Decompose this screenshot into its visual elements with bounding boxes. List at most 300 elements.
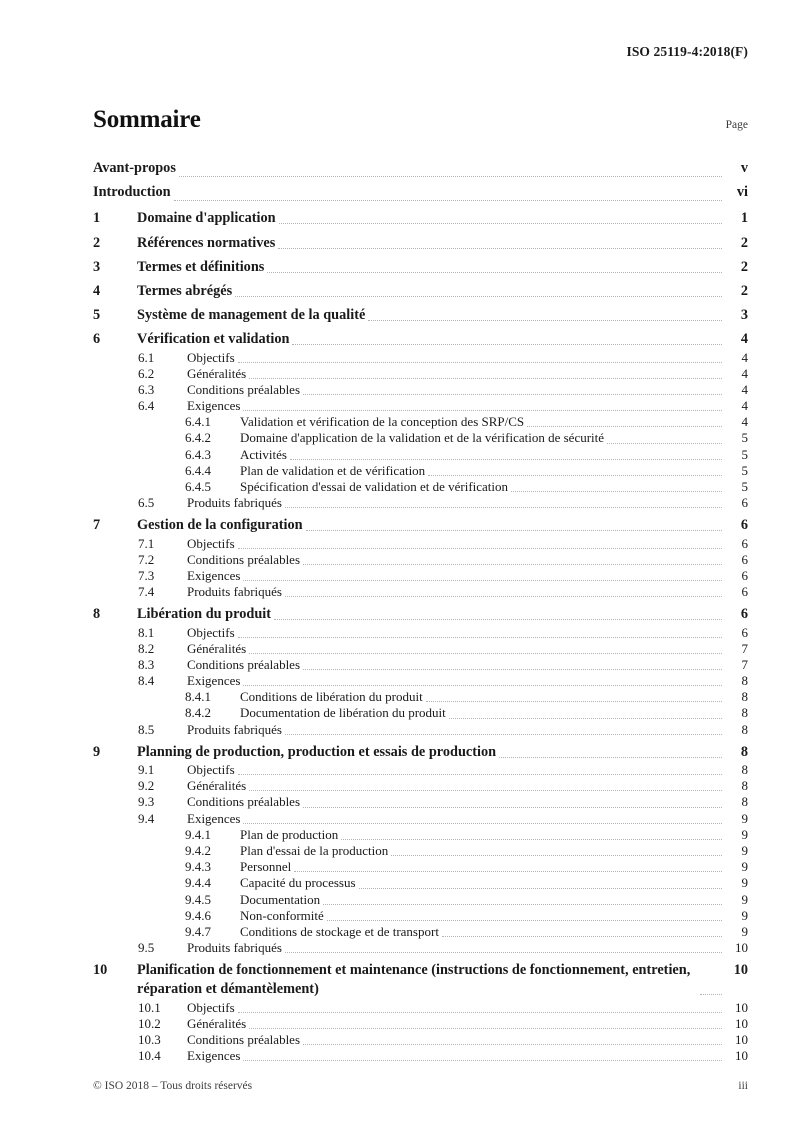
toc-entry-label-wrap bbox=[187, 641, 724, 657]
toc-entry[interactable] bbox=[93, 511, 748, 535]
toc-entry-label[interactable]: Spécification d'essai de validation et de vérification bbox=[240, 479, 509, 494]
toc-entry-label[interactable]: Validation et vérification de la conception des SRP/CS bbox=[240, 414, 525, 430]
dot-leader bbox=[303, 668, 722, 670]
toc-entry-page-number[interactable]: 10 bbox=[735, 1015, 748, 1031]
toc-entry-page-number[interactable]: 9 bbox=[741, 907, 748, 923]
toc-entry-label-wrap bbox=[240, 892, 724, 908]
toc-entry-number: 8.4.2 bbox=[185, 705, 211, 721]
dot-leader bbox=[306, 529, 722, 531]
toc-entry-page-number[interactable]: 9 bbox=[741, 826, 748, 842]
dot-leader bbox=[238, 636, 722, 638]
toc-entry-label-wrap bbox=[240, 463, 724, 479]
toc-entry[interactable] bbox=[93, 156, 748, 180]
dot-leader bbox=[238, 547, 722, 549]
toc-entry-label-wrap bbox=[93, 180, 724, 204]
toc-entry-number: 7.2 bbox=[138, 551, 155, 567]
toc-entry-number: 7 bbox=[93, 517, 101, 534]
dot-leader bbox=[243, 579, 722, 581]
toc-entry-page-number[interactable]: 9 bbox=[741, 859, 748, 875]
toc-entry-number: 8 bbox=[93, 606, 101, 623]
toc-entry-label-wrap bbox=[187, 382, 724, 398]
toc-entry-label[interactable]: Termes abrégés bbox=[137, 282, 233, 299]
toc-entry-label-wrap bbox=[240, 875, 724, 891]
toc-entry-number: 8.4 bbox=[138, 673, 155, 689]
toc-entry-label[interactable]: Exigences bbox=[187, 1048, 241, 1064]
toc-entry[interactable] bbox=[93, 657, 748, 673]
document-reference-header: ISO 25119-4:2018(F) bbox=[626, 44, 748, 59]
toc-entry-page-number[interactable]: 10 bbox=[735, 999, 748, 1015]
toc-entry-page-number[interactable]: 5 bbox=[741, 446, 748, 462]
dot-leader bbox=[290, 458, 722, 460]
toc-entry-label[interactable]: Généralités bbox=[187, 778, 247, 794]
toc-entry-label-wrap bbox=[187, 673, 724, 689]
toc-entry-page-number[interactable]: 9 bbox=[741, 875, 748, 891]
toc-entry-page-number[interactable]: 2 bbox=[740, 234, 748, 251]
dot-leader bbox=[249, 1027, 722, 1029]
toc-entry[interactable] bbox=[93, 794, 748, 810]
toc-entry-page-number[interactable]: 8 bbox=[741, 721, 748, 737]
toc-entry-page-number[interactable]: 5 bbox=[741, 479, 748, 494]
toc-entry-label[interactable]: Domaine d'application de la validation et de la vérification de sécurité bbox=[240, 430, 605, 446]
toc-entry[interactable] bbox=[93, 738, 748, 762]
toc-entry-label-wrap bbox=[137, 282, 724, 300]
toc-entry-label-wrap bbox=[187, 398, 724, 414]
toc-entry-page-number[interactable]: 10 bbox=[735, 1032, 748, 1047]
dot-leader bbox=[303, 806, 722, 808]
toc-entry-label[interactable]: Généralités bbox=[187, 1015, 247, 1031]
toc-entry[interactable] bbox=[93, 689, 748, 705]
toc-entry-label[interactable]: Généralités bbox=[187, 365, 247, 381]
dot-leader bbox=[238, 361, 722, 363]
page-folio: iii bbox=[738, 1080, 748, 1092]
toc-entry-page-number[interactable]: 4 bbox=[741, 365, 748, 381]
dot-leader bbox=[285, 506, 722, 508]
toc-entry-label[interactable]: Conditions de libération du produit bbox=[240, 689, 423, 705]
toc-entry-label[interactable]: Capacité du processus bbox=[240, 875, 356, 891]
dot-leader bbox=[499, 756, 722, 758]
toc-entry[interactable] bbox=[93, 366, 748, 382]
toc-entry-label-wrap bbox=[137, 516, 724, 534]
toc-entry-page-number[interactable]: 3 bbox=[740, 307, 748, 324]
toc-entry[interactable] bbox=[93, 536, 748, 552]
page-title: Sommaire bbox=[93, 106, 201, 133]
dot-leader bbox=[368, 319, 722, 321]
dot-leader bbox=[303, 563, 722, 565]
toc-entry[interactable] bbox=[93, 495, 748, 511]
toc-entry-page-number[interactable]: 4 bbox=[740, 331, 748, 348]
toc-entry[interactable] bbox=[93, 1000, 748, 1016]
toc-entry-label[interactable]: Introduction bbox=[93, 184, 171, 201]
toc-entry[interactable] bbox=[93, 447, 748, 463]
toc-entry-page-number[interactable]: 6 bbox=[741, 551, 748, 567]
toc-entry-number: 9.4.4 bbox=[185, 875, 211, 891]
dot-leader bbox=[174, 199, 722, 201]
toc-entry-page-number[interactable]: 4 bbox=[741, 398, 748, 414]
dot-leader bbox=[235, 295, 722, 297]
toc-entry[interactable] bbox=[93, 843, 748, 859]
dot-leader bbox=[511, 490, 722, 492]
page-column-header: Page bbox=[725, 118, 748, 131]
toc-entry-page-number[interactable]: 8 bbox=[741, 794, 748, 810]
dot-leader bbox=[267, 271, 722, 273]
toc-entry-label-wrap bbox=[187, 811, 724, 827]
toc-entry-number: 7.1 bbox=[138, 535, 155, 551]
toc-entry[interactable] bbox=[93, 180, 748, 204]
toc-entry-label-wrap bbox=[137, 743, 724, 761]
toc-entry-page-number[interactable]: 8 bbox=[741, 762, 748, 777]
toc-entry-page-number[interactable]: 4 bbox=[741, 349, 748, 365]
toc-entry-label-wrap bbox=[240, 827, 724, 843]
toc-entry[interactable] bbox=[93, 705, 748, 721]
dot-leader bbox=[359, 887, 722, 889]
toc-entry-label[interactable]: Plan d'essai de la production bbox=[240, 842, 389, 858]
toc-entry-label-wrap bbox=[240, 924, 724, 940]
toc-entry-number: 6.4.1 bbox=[185, 414, 211, 430]
toc-entry-label[interactable]: Planification de fonctionnement et maintenance (instructions de fonctionnement, entretien, réparation et démantèlement) bbox=[137, 962, 691, 997]
toc-entry-page-number[interactable]: 9 bbox=[741, 923, 748, 939]
toc-entry-label-wrap bbox=[137, 330, 724, 348]
toc-entry-number: 9.3 bbox=[138, 794, 155, 810]
toc-entry[interactable] bbox=[93, 1032, 748, 1048]
toc-entry-label[interactable]: Conditions préalables bbox=[187, 551, 301, 567]
toc-entry-label[interactable]: Conditions préalables bbox=[187, 794, 301, 810]
toc-entry-label-wrap bbox=[187, 536, 724, 552]
toc-entry-label-wrap bbox=[187, 568, 724, 584]
toc-entry-number: 8.3 bbox=[138, 656, 155, 672]
toc-entry-label[interactable]: Objectifs bbox=[187, 762, 235, 777]
toc-entry-label[interactable]: Généralités bbox=[187, 640, 247, 656]
toc-entry-label-wrap bbox=[240, 843, 724, 859]
toc-entry-number: 9 bbox=[93, 743, 101, 760]
dot-leader bbox=[243, 409, 722, 411]
dot-leader bbox=[303, 1043, 722, 1045]
toc-entry[interactable] bbox=[93, 827, 748, 843]
toc-entry[interactable] bbox=[93, 414, 748, 430]
dot-leader bbox=[179, 175, 722, 177]
toc-entry-label-wrap bbox=[187, 366, 724, 382]
dot-leader bbox=[426, 700, 722, 702]
toc-entry-label-wrap bbox=[240, 430, 724, 446]
toc-entry-number: 6.4.5 bbox=[185, 479, 211, 494]
toc-entry-label[interactable]: Non-conformité bbox=[240, 907, 324, 923]
toc-entry[interactable] bbox=[93, 463, 748, 479]
toc-entry-label-wrap bbox=[187, 778, 724, 794]
toc-entry-label[interactable]: Objectifs bbox=[187, 624, 235, 640]
dot-leader bbox=[391, 854, 722, 856]
toc-entry-number: 4 bbox=[93, 282, 101, 299]
toc-entry-label-wrap bbox=[187, 722, 724, 738]
dot-leader bbox=[249, 789, 722, 791]
toc-title-row bbox=[93, 106, 748, 134]
dot-leader bbox=[327, 919, 722, 921]
table-of-contents bbox=[93, 156, 748, 1064]
toc-entry[interactable] bbox=[93, 430, 748, 446]
toc-entry[interactable] bbox=[93, 584, 748, 600]
toc-entry-label-wrap bbox=[187, 1000, 724, 1016]
toc-entry-label[interactable]: Avant-propos bbox=[93, 160, 176, 176]
toc-entry[interactable] bbox=[93, 778, 748, 794]
toc-entry[interactable] bbox=[93, 940, 748, 956]
toc-entry-label[interactable]: Produits fabriqués bbox=[187, 721, 282, 737]
toc-entry-label-wrap bbox=[240, 414, 724, 430]
toc-entry-number: 7.3 bbox=[138, 567, 155, 583]
dot-leader bbox=[249, 377, 722, 379]
toc-entry-label[interactable]: Produits fabriqués bbox=[187, 495, 282, 511]
toc-entry-label[interactable]: Objectifs bbox=[187, 535, 235, 551]
toc-entry-label-wrap bbox=[137, 961, 724, 998]
toc-entry[interactable] bbox=[93, 673, 748, 689]
toc-entry[interactable] bbox=[93, 253, 748, 277]
dot-leader bbox=[428, 474, 722, 476]
toc-entry-page-number[interactable]: 2 bbox=[740, 282, 748, 299]
dot-leader bbox=[285, 951, 722, 953]
toc-entry-label[interactable]: Système de management de la qualité bbox=[137, 307, 366, 324]
toc-entry-number: 7.4 bbox=[138, 584, 155, 600]
toc-entry-label[interactable]: Activités bbox=[240, 446, 287, 462]
toc-entry-page-number[interactable]: 7 bbox=[741, 656, 748, 672]
toc-entry[interactable] bbox=[93, 924, 748, 940]
toc-entry-page-number[interactable]: 6 bbox=[741, 584, 748, 600]
toc-entry-page-number[interactable]: 7 bbox=[741, 640, 748, 656]
toc-entry[interactable] bbox=[93, 625, 748, 641]
toc-entry-number: 8.5 bbox=[138, 721, 155, 737]
toc-entry-label-wrap bbox=[240, 689, 724, 705]
toc-entry-page-number[interactable]: 6 bbox=[741, 535, 748, 551]
toc-entry-label-wrap bbox=[187, 940, 724, 956]
toc-entry-label-wrap bbox=[187, 495, 724, 511]
toc-entry-label[interactable]: Exigences bbox=[187, 567, 241, 583]
toc-entry[interactable] bbox=[93, 1016, 748, 1032]
toc-entry-page-number[interactable]: 9 bbox=[741, 891, 748, 907]
toc-entry-label-wrap bbox=[240, 479, 724, 495]
dot-leader bbox=[527, 425, 722, 427]
toc-entry[interactable] bbox=[93, 479, 748, 495]
toc-entry-label-wrap bbox=[137, 258, 724, 276]
toc-entry-page-number[interactable]: 8 bbox=[741, 673, 748, 689]
toc-entry-label-wrap bbox=[137, 605, 724, 623]
toc-entry[interactable] bbox=[93, 892, 748, 908]
dot-leader bbox=[243, 822, 722, 824]
toc-entry-page-number[interactable]: 5 bbox=[741, 462, 748, 478]
dot-leader bbox=[323, 903, 722, 905]
toc-entry-number: 9.4 bbox=[138, 810, 155, 826]
toc-entry[interactable] bbox=[93, 641, 748, 657]
dot-leader bbox=[238, 1011, 722, 1013]
dot-leader bbox=[607, 442, 722, 444]
page-footer bbox=[93, 1080, 748, 1092]
toc-entry-page-number[interactable]: 2 bbox=[740, 258, 748, 275]
dot-leader bbox=[292, 343, 722, 345]
toc-entry-number: 3 bbox=[93, 258, 101, 275]
toc-entry-label[interactable]: Plan de validation et de vérification bbox=[240, 462, 426, 478]
toc-entry-label-wrap bbox=[187, 762, 724, 778]
dot-leader bbox=[294, 870, 722, 872]
toc-entry[interactable] bbox=[93, 908, 748, 924]
dot-leader bbox=[249, 652, 722, 654]
toc-entry-label[interactable]: Produits fabriqués bbox=[187, 940, 282, 956]
toc-entry-label[interactable]: Domaine d'application bbox=[137, 210, 276, 227]
toc-entry-number: 6.4.4 bbox=[185, 462, 211, 478]
toc-entry-number: 9.2 bbox=[138, 778, 155, 794]
toc-entry[interactable] bbox=[93, 875, 748, 891]
toc-entry[interactable] bbox=[93, 398, 748, 414]
toc-entry-page-number[interactable]: 8 bbox=[741, 705, 748, 721]
toc-entry[interactable] bbox=[93, 1048, 748, 1064]
toc-entry-number: 9.5 bbox=[138, 940, 155, 956]
dot-leader bbox=[274, 618, 722, 620]
toc-entry-label[interactable]: Objectifs bbox=[187, 999, 235, 1015]
toc-entry-number: 2 bbox=[93, 234, 101, 251]
dot-leader bbox=[238, 773, 722, 775]
toc-entry-number: 6.1 bbox=[138, 349, 155, 365]
toc-entry-page-number[interactable]: 6 bbox=[741, 624, 748, 640]
toc-entry-label[interactable]: Personnel bbox=[240, 859, 292, 875]
toc-entry-label[interactable]: Objectifs bbox=[187, 349, 235, 365]
toc-entry-label-wrap bbox=[137, 306, 724, 324]
dot-leader bbox=[285, 733, 722, 735]
toc-entry-page-number[interactable]: 8 bbox=[740, 743, 748, 760]
toc-entry-label-wrap bbox=[187, 552, 724, 568]
dot-leader bbox=[700, 993, 722, 995]
toc-entry[interactable] bbox=[93, 301, 748, 325]
toc-entry-number: 6 bbox=[93, 331, 101, 348]
toc-entry-number: 9.4.7 bbox=[185, 923, 211, 939]
toc-entry-label-wrap bbox=[93, 156, 724, 180]
toc-entry-label[interactable]: Références normatives bbox=[137, 234, 276, 251]
toc-entry-page-number[interactable]: 1 bbox=[740, 210, 748, 227]
toc-entry-label[interactable]: Exigences bbox=[187, 673, 241, 689]
toc-entry-number: 10.3 bbox=[138, 1032, 161, 1047]
toc-entry-page-number[interactable]: 6 bbox=[741, 567, 748, 583]
toc-entry-number: 10.4 bbox=[138, 1048, 161, 1064]
toc-entry[interactable] bbox=[93, 568, 748, 584]
toc-entry-label[interactable]: Exigences bbox=[187, 398, 241, 414]
toc-entry[interactable] bbox=[93, 204, 748, 228]
toc-entry-label[interactable]: Exigences bbox=[187, 810, 241, 826]
toc-entry-label[interactable]: Planning de production, production et essais de production bbox=[137, 743, 497, 760]
toc-entry[interactable] bbox=[93, 956, 748, 999]
dot-leader bbox=[285, 595, 722, 597]
toc-entry-page-number[interactable]: vi bbox=[736, 184, 748, 201]
toc-entry[interactable] bbox=[93, 859, 748, 875]
toc-entry-label[interactable]: Plan de production bbox=[240, 826, 339, 842]
toc-entry-page-number[interactable]: 10 bbox=[733, 962, 748, 979]
copyright-notice: © ISO 2018 – Tous droits réservés bbox=[93, 1080, 253, 1092]
toc-entry-label-wrap bbox=[240, 859, 724, 875]
dot-leader bbox=[243, 684, 722, 686]
toc-entry[interactable] bbox=[93, 600, 748, 624]
toc-entry-number: 6.3 bbox=[138, 381, 155, 397]
toc-entry-label-wrap bbox=[187, 794, 724, 810]
toc-entry-number: 6.4.2 bbox=[185, 430, 211, 446]
toc-entry-label-wrap bbox=[187, 1016, 724, 1032]
toc-entry-label[interactable]: Documentation bbox=[240, 891, 321, 907]
dot-leader bbox=[243, 1059, 722, 1061]
toc-entry-label-wrap bbox=[240, 908, 724, 924]
toc-entry-page-number[interactable]: 9 bbox=[741, 810, 748, 826]
dot-leader bbox=[278, 247, 722, 249]
toc-entry-number: 9.4.6 bbox=[185, 907, 211, 923]
toc-entry-label-wrap bbox=[137, 209, 724, 227]
toc-entry-label-wrap bbox=[137, 234, 724, 252]
toc-entry-page-number[interactable]: 10 bbox=[735, 940, 748, 956]
toc-entry[interactable] bbox=[93, 350, 748, 366]
toc-entry-page-number[interactable]: 6 bbox=[740, 606, 748, 623]
toc-entry-label[interactable]: Libération du produit bbox=[137, 606, 272, 623]
toc-entry-label[interactable]: Conditions préalables bbox=[187, 1032, 301, 1047]
toc-entry-label-wrap bbox=[187, 1032, 724, 1048]
toc-entry-number: 5 bbox=[93, 307, 101, 324]
toc-entry-number: 6.2 bbox=[138, 365, 155, 381]
toc-entry-page-number[interactable]: 5 bbox=[741, 430, 748, 446]
toc-entry[interactable] bbox=[93, 229, 748, 253]
toc-entry-label-wrap bbox=[187, 657, 724, 673]
toc-entry-number: 9.4.2 bbox=[185, 842, 211, 858]
toc-entry-number: 8.2 bbox=[138, 640, 155, 656]
toc-entry-label[interactable]: Conditions préalables bbox=[187, 656, 301, 672]
toc-entry-label[interactable]: Produits fabriqués bbox=[187, 584, 282, 600]
toc-entry[interactable] bbox=[93, 382, 748, 398]
toc-entry-number: 8.1 bbox=[138, 624, 155, 640]
toc-entry-number: 10.1 bbox=[138, 999, 161, 1015]
toc-entry-label[interactable]: Conditions de stockage et de transport bbox=[240, 923, 439, 939]
toc-entry-label-wrap bbox=[187, 350, 724, 366]
toc-entry-label-wrap bbox=[187, 625, 724, 641]
toc-entry[interactable] bbox=[93, 552, 748, 568]
toc-entry-label-wrap bbox=[187, 1048, 724, 1064]
toc-entry[interactable] bbox=[93, 762, 748, 778]
toc-entry-number: 10 bbox=[93, 962, 108, 979]
toc-entry-page-number[interactable]: 4 bbox=[741, 381, 748, 397]
toc-entry[interactable] bbox=[93, 325, 748, 349]
toc-entry-page-number[interactable]: 10 bbox=[735, 1048, 748, 1064]
toc-entry-number: 9.4.5 bbox=[185, 891, 211, 907]
toc-entry[interactable] bbox=[93, 811, 748, 827]
dot-leader bbox=[341, 838, 722, 840]
toc-entry-page-number[interactable]: 4 bbox=[741, 414, 748, 430]
toc-entry-page-number[interactable]: 6 bbox=[741, 495, 748, 511]
toc-entry-label[interactable]: Documentation de libération du produit bbox=[240, 705, 446, 721]
toc-entry-label-wrap bbox=[240, 705, 724, 721]
toc-entry-page-number[interactable]: 8 bbox=[741, 689, 748, 705]
toc-entry-label[interactable]: Termes et définitions bbox=[137, 258, 265, 275]
toc-entry[interactable] bbox=[93, 722, 748, 738]
toc-entry-label-wrap bbox=[187, 584, 724, 600]
toc-entry-label[interactable]: Conditions préalables bbox=[187, 381, 301, 397]
toc-entry-number: 8.4.1 bbox=[185, 689, 211, 705]
dot-leader bbox=[279, 222, 722, 224]
toc-entry-number: 6.5 bbox=[138, 495, 155, 511]
toc-entry-number: 6.4 bbox=[138, 398, 155, 414]
toc-entry-number: 10.2 bbox=[138, 1015, 161, 1031]
toc-entry-page-number[interactable]: 8 bbox=[741, 778, 748, 794]
toc-entry-number: 9.1 bbox=[138, 762, 155, 777]
toc-entry-page-number[interactable]: 6 bbox=[740, 517, 748, 534]
toc-entry-number: 6.4.3 bbox=[185, 446, 211, 462]
toc-entry-number: 9.4.1 bbox=[185, 826, 211, 842]
toc-entry[interactable] bbox=[93, 277, 748, 301]
toc-entry-label-wrap bbox=[240, 447, 724, 463]
toc-entry-number: 9.4.3 bbox=[185, 859, 211, 875]
dot-leader bbox=[303, 393, 722, 395]
toc-entry-page-number[interactable]: 9 bbox=[741, 842, 748, 858]
toc-entry-number: 1 bbox=[93, 210, 101, 227]
dot-leader bbox=[442, 935, 722, 937]
toc-entry-label[interactable]: Gestion de la configuration bbox=[137, 517, 303, 534]
toc-entry-label[interactable]: Vérification et validation bbox=[137, 331, 290, 348]
toc-entry-page-number[interactable]: v bbox=[740, 160, 748, 176]
dot-leader bbox=[449, 717, 722, 719]
